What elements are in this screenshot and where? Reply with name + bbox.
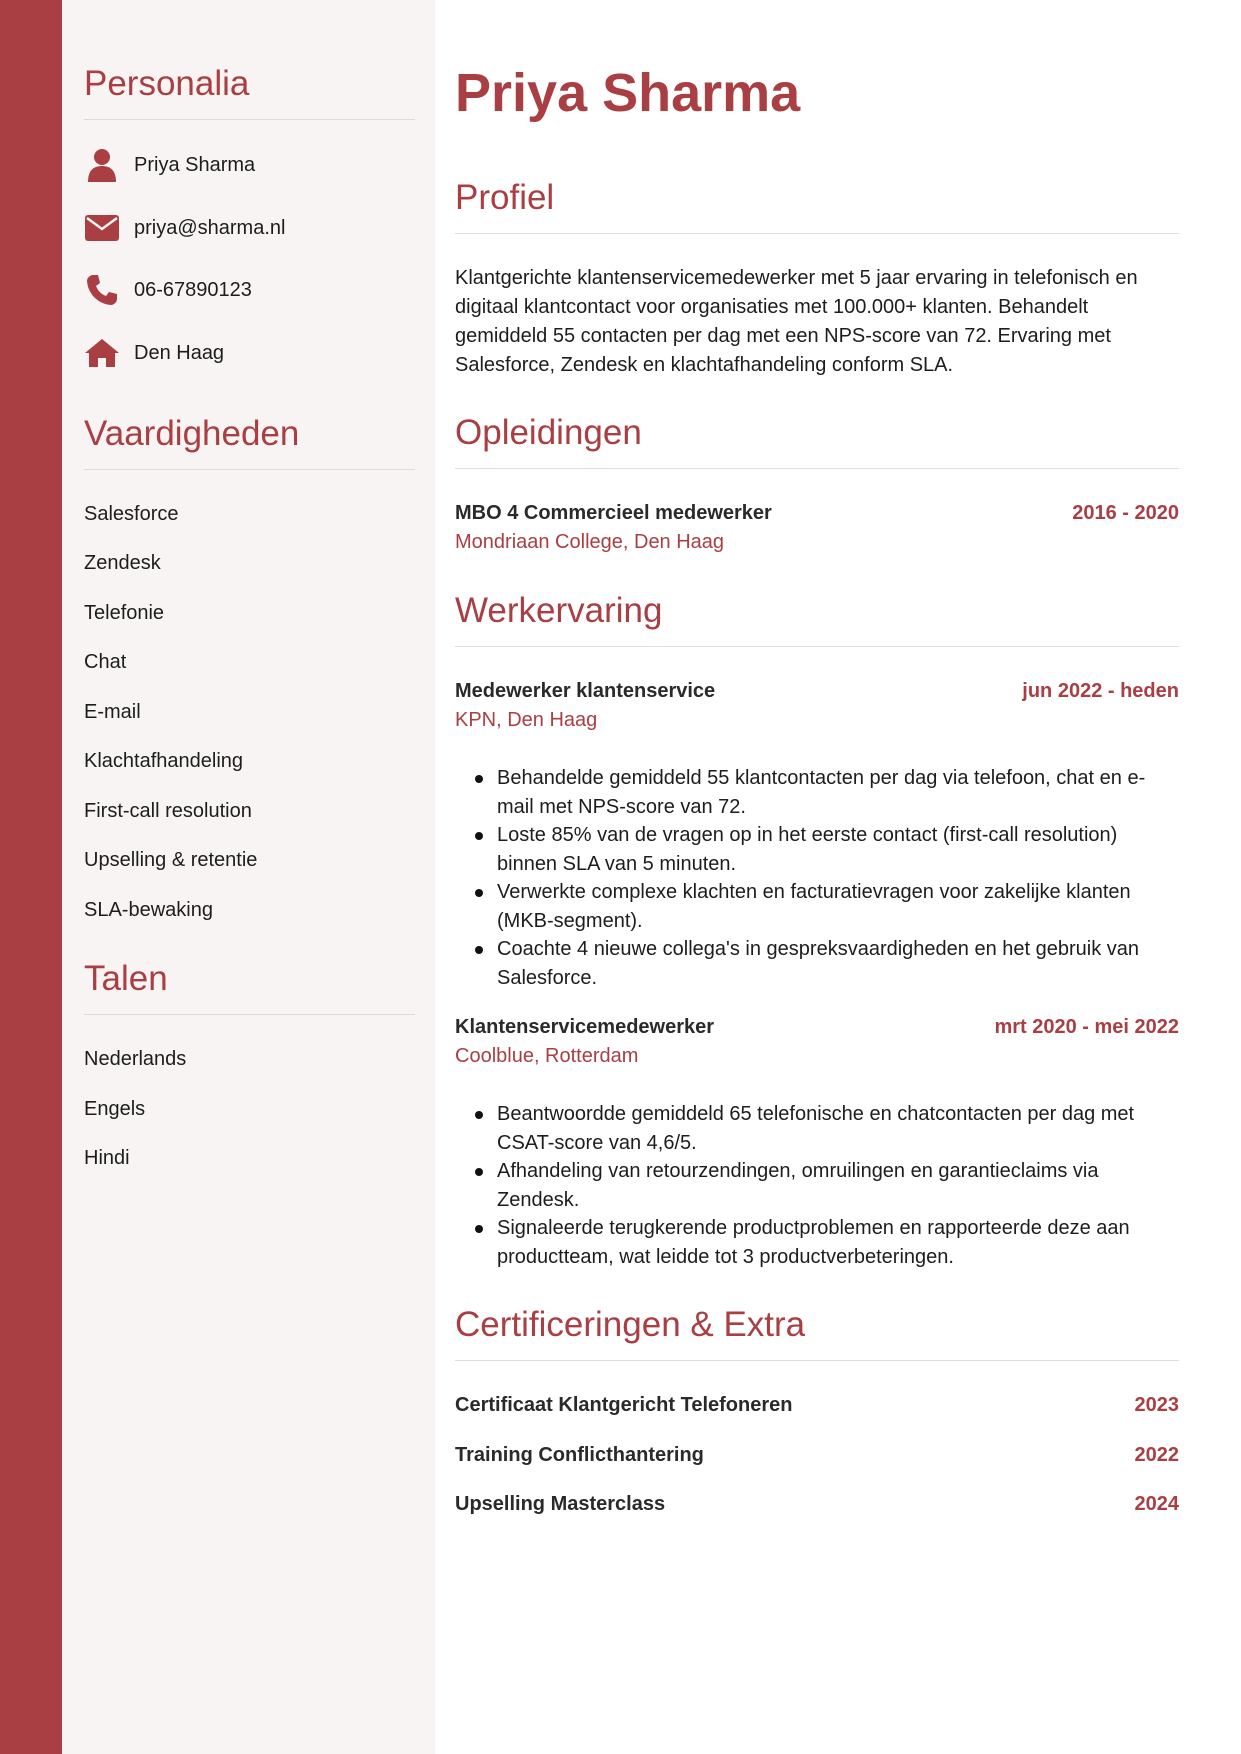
certification-title: Training Conflicthantering [455,1444,704,1466]
skills-divider [84,469,415,470]
education-heading: Opleidingen [455,413,642,452]
job-bullets [455,764,1179,992]
job-bullet: Coachte 4 nieuwe collega's in gespreksvaardigheden en het gebruik van Salesforce. [497,935,1179,992]
contact-phone-text: 06-67890123 [134,278,252,301]
language-item: Nederlands [84,1048,187,1070]
certification-year: 2023 [1134,1394,1179,1416]
job-bullets [455,1100,1179,1271]
education-title: MBO 4 Commercieel medewerker [455,502,772,524]
certification-year: 2022 [1134,1444,1179,1466]
languages-heading: Talen [84,959,168,998]
envelope-icon [84,210,120,246]
certification-item [455,1394,1179,1424]
language-item: Engels [84,1098,146,1120]
job-org: Coolblue, Rotterdam [455,1045,639,1067]
skill-item: First-call resolution [84,800,252,822]
job-date: mrt 2020 - mei 2022 [994,1016,1179,1038]
job-bullet: Afhandeling van retourzendingen, omruilingen en garantieclaims via Zendesk. [497,1157,1179,1214]
education-divider [455,468,1179,469]
profile-divider [455,233,1179,234]
candidate-name: Priya Sharma [455,63,801,123]
job-header [455,1016,1179,1046]
contact-phone [84,270,252,310]
skills-heading: Vaardigheden [84,414,300,453]
profile-text: Klantgerichte klantenservicemedewerker met 5 jaar ervaring in telefonisch en digitaal klantcontact voor organisaties met 100.000+ klanten. Behandelt gemiddeld 55 contacten per dag met een NPS-score van 72. Ervaring met Salesforce, Zendesk en klachtafhandeling conform SLA. [455,267,1138,376]
certifications-divider [455,1360,1179,1361]
accent-stripe [0,0,62,1754]
skill-item: Zendesk [84,552,161,574]
job-bullet: Behandelde gemiddeld 55 klantcontacten per dag via telefoon, chat en e-mail met NPS-score van 72. [497,764,1179,821]
certification-item [455,1493,1179,1523]
language-item: Hindi [84,1147,130,1169]
sidebar [62,0,435,1754]
job-bullet: Signaleerde terugkerende productproblemen en rapporteerde deze aan productteam, wat leidde tot 3 productverbeteringen. [497,1214,1179,1271]
personalia-divider [84,119,415,120]
phone-icon [84,272,120,308]
skill-item: Chat [84,651,127,673]
skill-item: Upselling & retentie [84,849,258,871]
person-icon [84,147,120,183]
contact-name [84,145,255,185]
contact-name-text: Priya Sharma [134,153,256,176]
job-title: Klantenservicemedewerker [455,1016,715,1038]
contact-email [84,208,285,248]
personalia-heading: Personalia [84,64,250,103]
skill-item: Klachtafhandeling [84,750,244,772]
skill-item: SLA-bewaking [84,899,213,921]
skill-item: E-mail [84,701,141,723]
job-date: jun 2022 - heden [1022,680,1179,702]
education-date: 2016 - 2020 [1072,502,1179,524]
education-item [455,502,1179,532]
profile-heading: Profiel [455,178,555,217]
contact-email-text: priya@sharma.nl [134,216,286,239]
job-bullet: Verwerkte complexe klachten en facturatievragen voor zakelijke klanten (MKB-segment). [497,878,1179,935]
certifications-heading: Certificeringen & Extra [455,1305,806,1344]
certification-item [455,1444,1179,1474]
skill-item: Telefonie [84,602,165,624]
contact-location [84,333,224,373]
job-bullet: Beantwoordde gemiddeld 65 telefonische en chatcontacten per dag met CSAT-score van 4,6/5. [497,1100,1179,1157]
job-bullet: Loste 85% van de vragen op in het eerste contact (first-call resolution) binnen SLA van 5 minuten. [497,821,1179,878]
job-header [455,680,1179,710]
experience-divider [455,646,1179,647]
experience-heading: Werkervaring [455,591,663,630]
certification-year: 2024 [1134,1493,1179,1515]
education-org: Mondriaan College, Den Haag [455,531,725,553]
home-icon [84,335,120,371]
certification-title: Certificaat Klantgericht Telefoneren [455,1394,793,1416]
certification-title: Upselling Masterclass [455,1493,666,1515]
contact-location-text: Den Haag [134,341,225,364]
languages-divider [84,1014,415,1015]
job-title: Medewerker klantenservice [455,680,716,702]
skill-item: Salesforce [84,503,179,525]
job-org: KPN, Den Haag [455,709,598,731]
